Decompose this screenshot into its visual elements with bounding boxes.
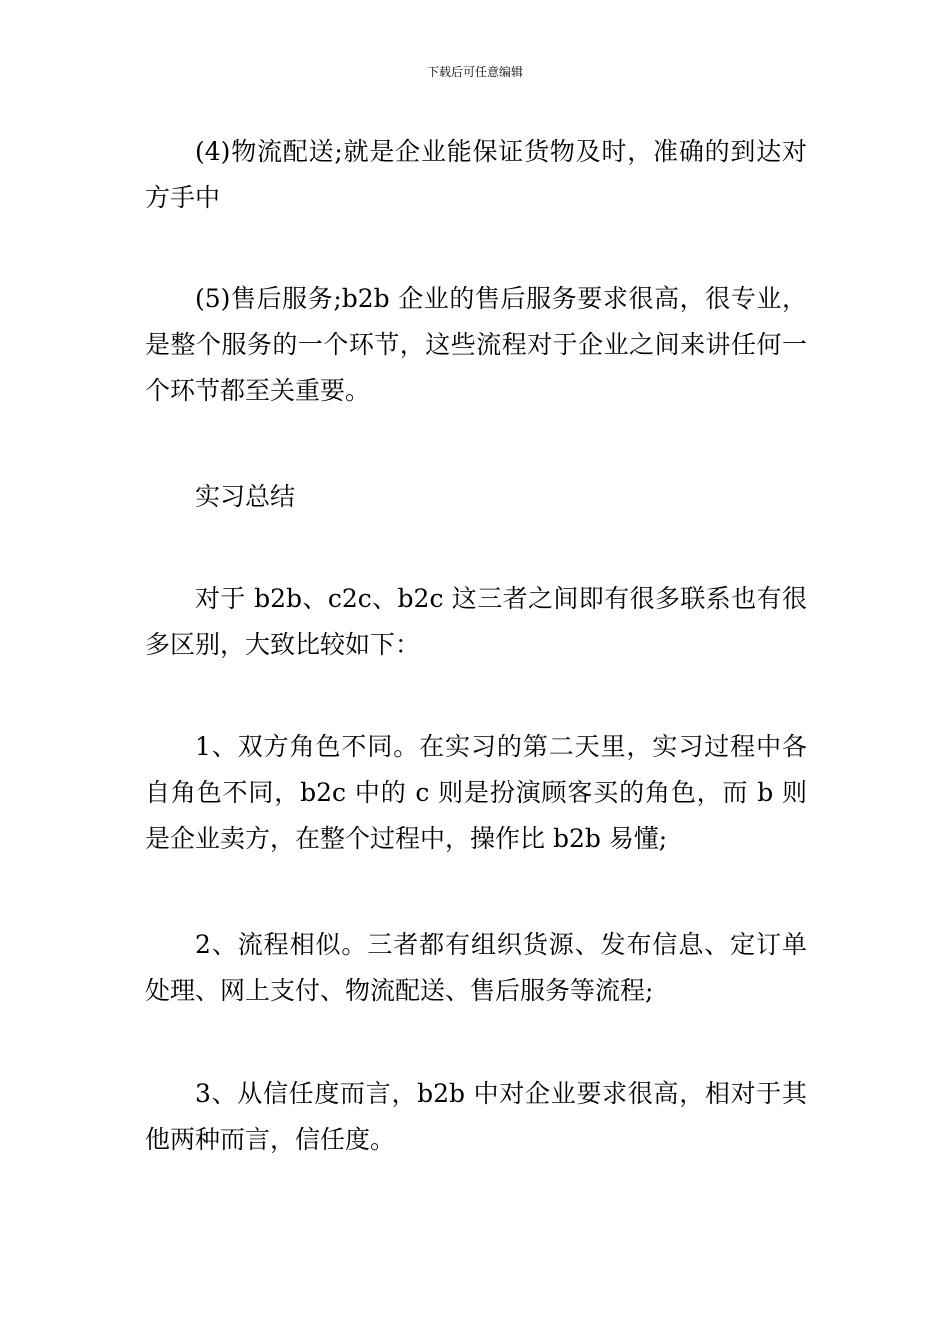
section-heading-summary: 实习总结 (195, 482, 296, 511)
paragraph-point-3: 3、从信任度而言，b2b 中对企业要求很高，相对于其他两种而言，信任度。 (145, 1079, 807, 1154)
paragraph-logistics: (4)物流配送;就是企业能保证货物及时，准确的到达对方手中 (145, 137, 807, 212)
paragraph-point-2: 2、流程相似。三者都有组织货源、发布信息、定订单处理、网上支付、物流配送、售后服务等流程; (145, 930, 807, 1005)
paragraph-point-1: 1、双方角色不同。在实习的第二天里，实习过程中各自角色不同，b2c 中的 c 则是扮演顾客买的角色，而 b 则是企业卖方，在整个过程中，操作比 b2b 易懂; (145, 732, 807, 853)
paragraph-comparison-intro: 对于 b2b、c2c、b2c 这三者之间即有很多联系也有很多区别，大致比较如下： (145, 584, 807, 659)
page-header: 下载后可任意编辑 (426, 65, 523, 79)
paragraph-after-sales: (5)售后服务;b2b 企业的售后服务要求很高，很专业，是整个服务的一个环节，这些流程对于企业之间来讲任何一个环节都至关重要。 (145, 284, 807, 405)
